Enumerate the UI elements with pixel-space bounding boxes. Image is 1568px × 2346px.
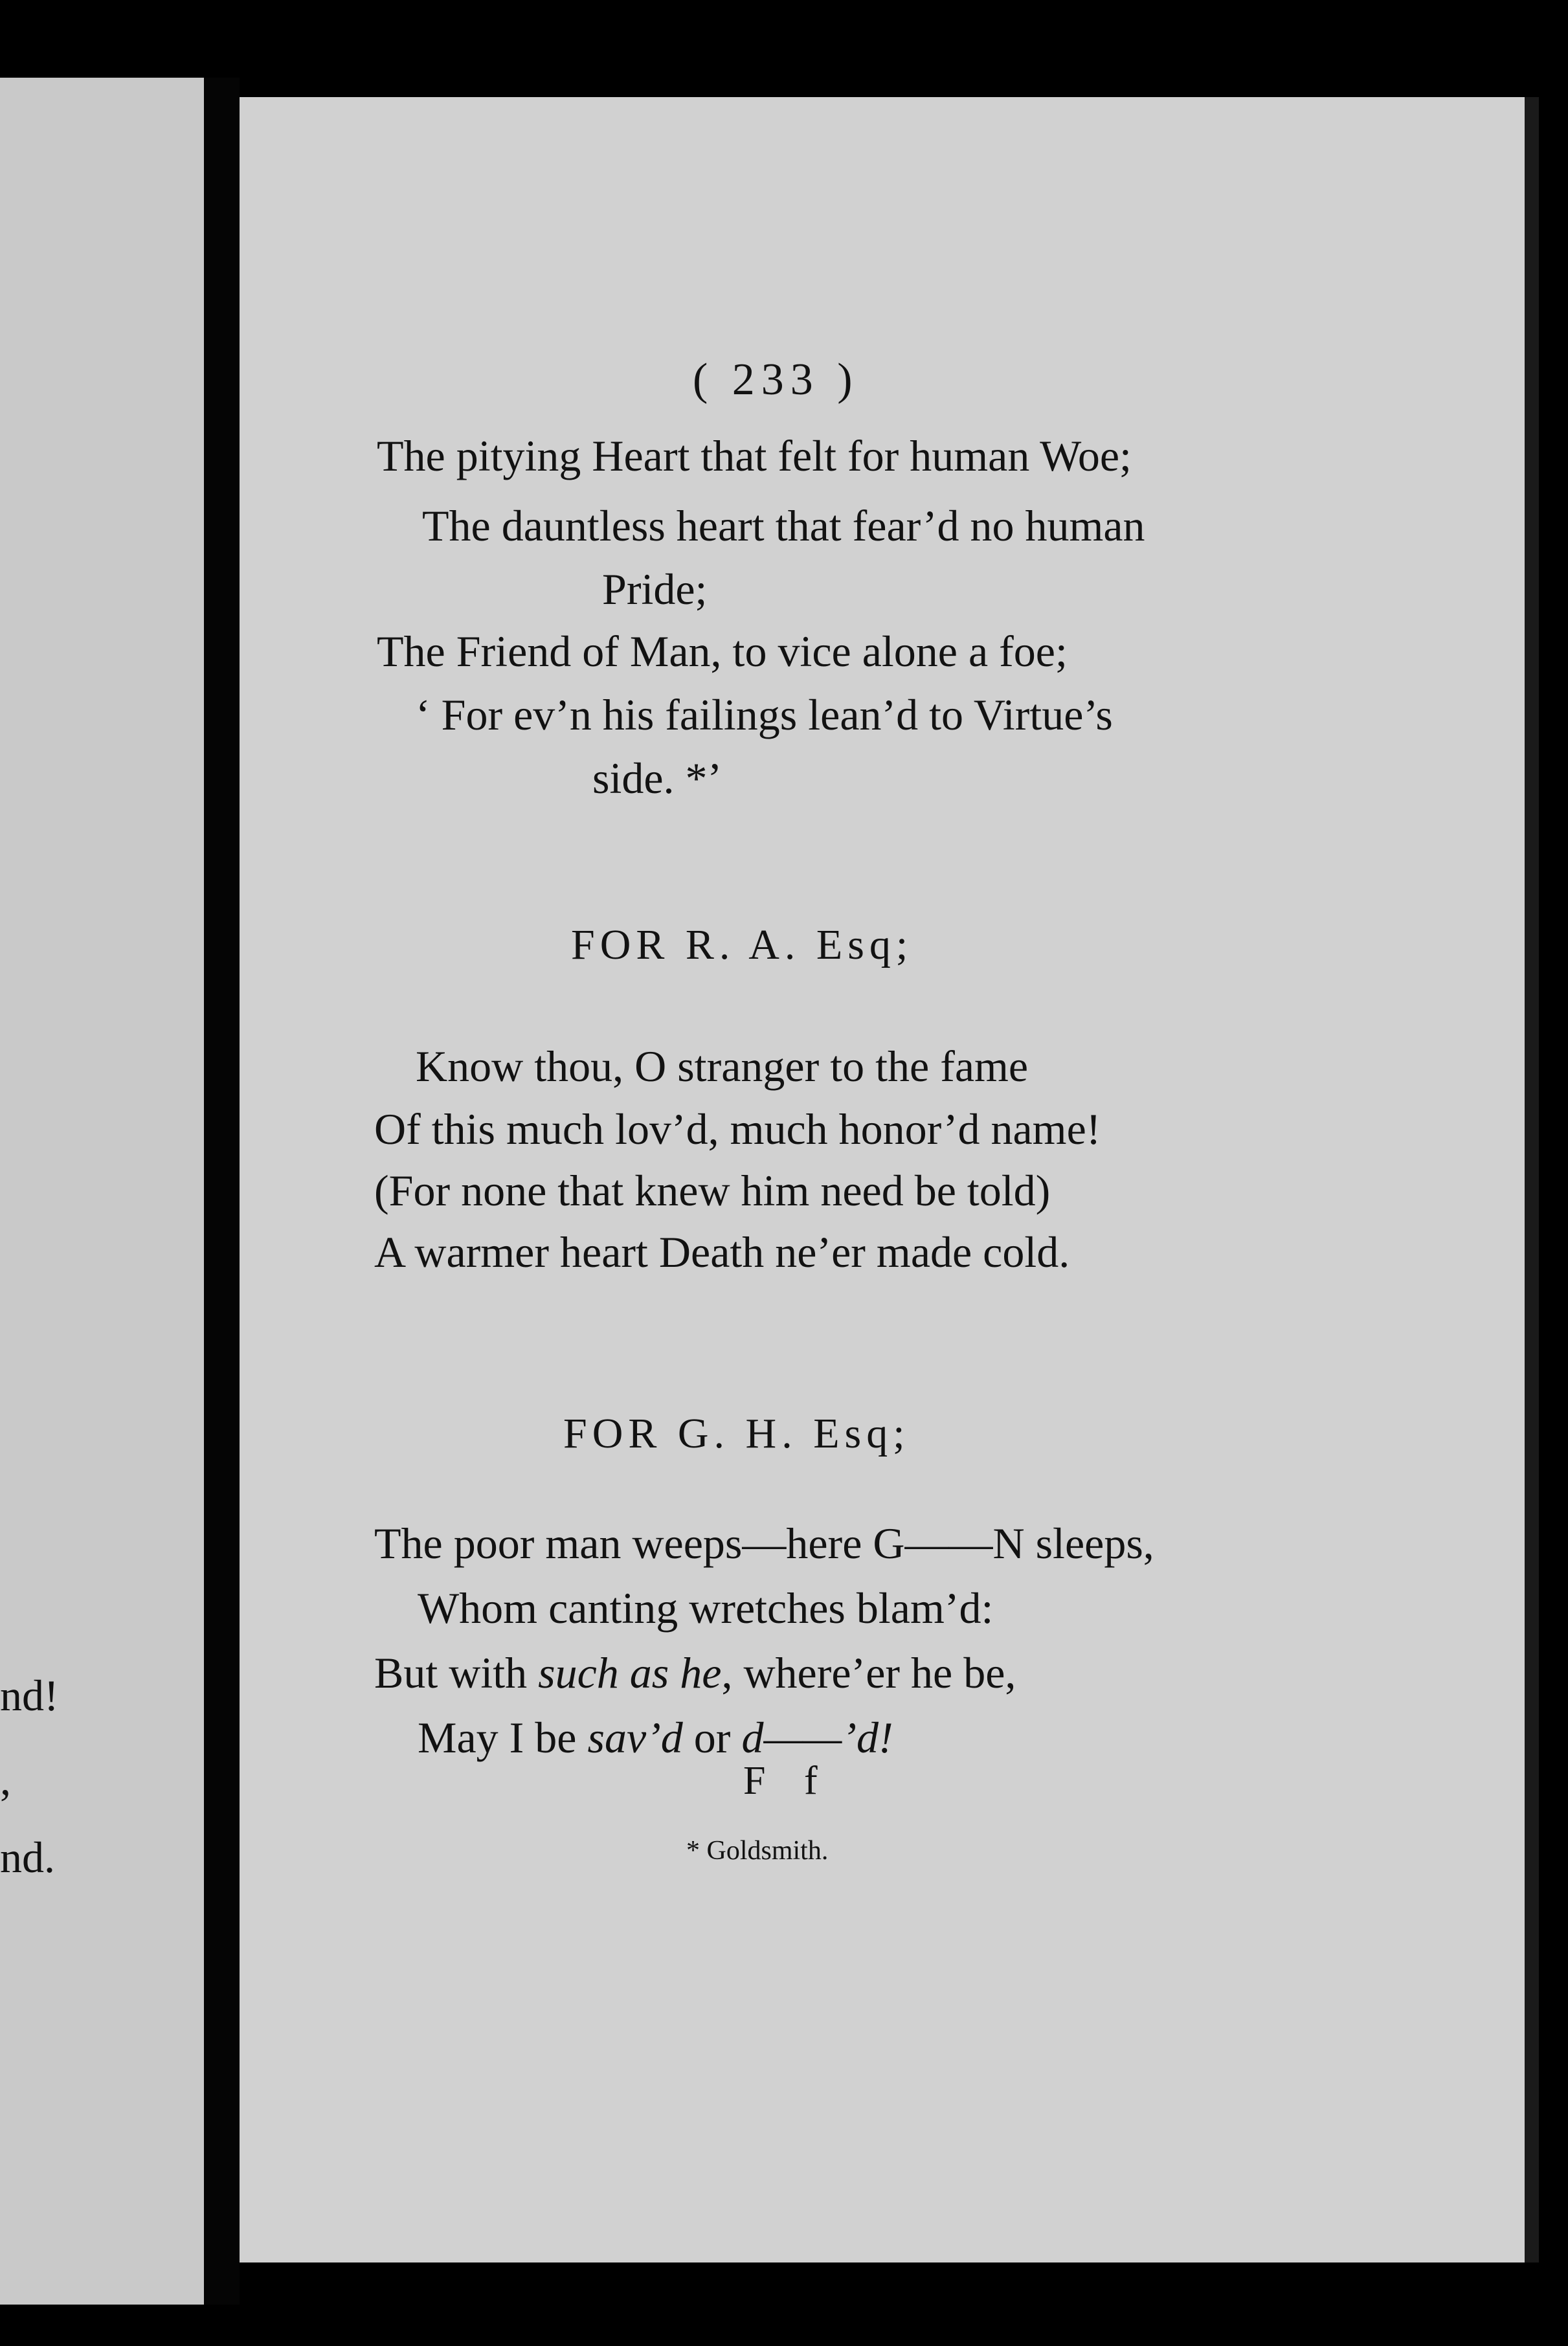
verse-line: The dauntless heart that fear’d no human bbox=[422, 501, 1145, 550]
verse-line: ‘ For ev’n his failings lean’d to Virtue’s bbox=[416, 690, 1113, 739]
verse-line: The poor man weeps—here G——N sleeps, bbox=[374, 1519, 1154, 1568]
verse-line: (For none that knew him need be told) bbox=[374, 1166, 1051, 1215]
left-page-fragment: nd! bbox=[0, 1671, 59, 1720]
verse-line: Of this much lov’d, much honor’d name! bbox=[374, 1104, 1101, 1154]
page-right-edge bbox=[1525, 97, 1539, 2262]
verse-line: May I be sav’d or d——’d! bbox=[418, 1713, 893, 1762]
left-page-edge bbox=[0, 78, 204, 2305]
signature-mark: F f bbox=[743, 1759, 832, 1803]
left-page-fragment: nd. bbox=[0, 1833, 55, 1882]
verse-line: The Friend of Man, to vice alone a foe; bbox=[377, 627, 1068, 676]
footnote: * Goldsmith. bbox=[686, 1836, 829, 1866]
verse-line: The pitying Heart that felt for human Woe; bbox=[377, 431, 1132, 480]
page-number-header: ( 233 ) bbox=[693, 355, 859, 405]
verse-line: side. *’ bbox=[592, 754, 722, 803]
book-gutter bbox=[204, 78, 240, 2305]
verse-line: But with such as he, where’er he be, bbox=[374, 1648, 1016, 1697]
verse-line: A warmer heart Death ne’er made cold. bbox=[374, 1227, 1070, 1277]
book-page bbox=[240, 97, 1525, 2262]
verse-line: Pride; bbox=[602, 564, 708, 614]
epitaph-title: FOR G. H. Esq; bbox=[563, 1410, 910, 1457]
epitaph-title: FOR R. A. Esq; bbox=[571, 921, 913, 968]
verse-line: Whom canting wretches blam’d: bbox=[418, 1583, 994, 1633]
verse-line: Know thou, O stranger to the fame bbox=[416, 1042, 1029, 1091]
left-page-fragment: , bbox=[0, 1755, 11, 1804]
